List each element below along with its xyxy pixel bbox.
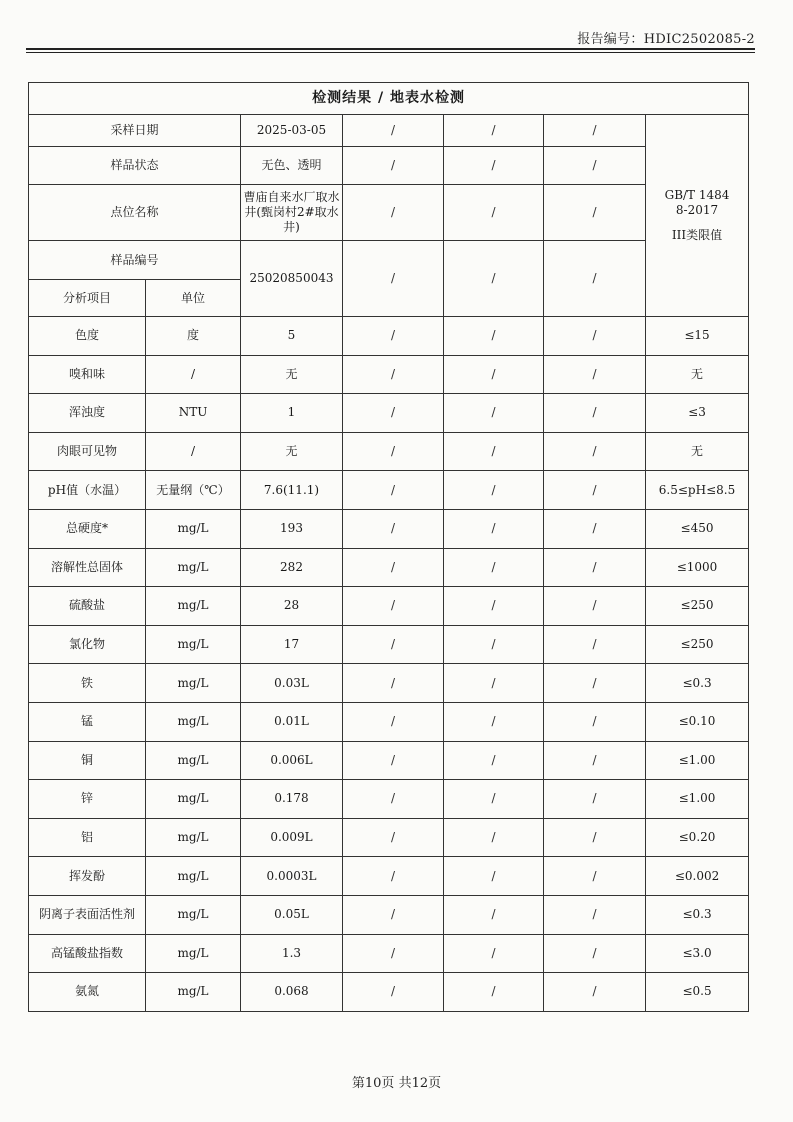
- slash-cell: /: [444, 185, 544, 241]
- value-cell: 0.03L: [241, 664, 343, 703]
- meta-row-sampling-date: [29, 115, 749, 147]
- label-sample-no: 样品编号: [29, 241, 241, 280]
- slash-cell: /: [343, 587, 444, 626]
- slash-cell: /: [444, 741, 544, 780]
- slash-cell: /: [343, 548, 444, 587]
- value-cell: 0.009L: [241, 818, 343, 857]
- table-row: [29, 471, 749, 510]
- table-row: [29, 355, 749, 394]
- slash-cell: /: [343, 432, 444, 471]
- report-number: 报告编号：HDIC2502085-2: [577, 32, 755, 47]
- slash-cell: /: [343, 471, 444, 510]
- value-sample-status: 无色、透明: [241, 147, 343, 185]
- value-cell: 5: [241, 317, 343, 356]
- page-footer: 第10页 共12页: [351, 1076, 442, 1091]
- unit-cell: mg/L: [146, 587, 241, 626]
- table-row: [29, 432, 749, 471]
- label-point-name: 点位名称: [29, 185, 241, 241]
- limit-cell: ≤0.3: [646, 895, 749, 934]
- slash-cell: /: [444, 818, 544, 857]
- unit-cell: mg/L: [146, 509, 241, 548]
- item-cell: 氯化物: [29, 625, 146, 664]
- value-cell: 0.068: [241, 973, 343, 1012]
- slash-cell: /: [544, 317, 646, 356]
- table-row: [29, 625, 749, 664]
- value-cell: 193: [241, 509, 343, 548]
- slash-cell: /: [544, 471, 646, 510]
- results-table: [28, 82, 749, 1012]
- slash-cell: /: [343, 625, 444, 664]
- unit-cell: 无量纲（℃）: [146, 471, 241, 510]
- value-sampling-date: 2025-03-05: [241, 115, 343, 147]
- slash-cell: /: [444, 973, 544, 1012]
- header-rule-thin: [26, 52, 755, 53]
- limit-cell: ≤1.00: [646, 741, 749, 780]
- slash-cell: /: [544, 895, 646, 934]
- item-cell: 肉眼可见物: [29, 432, 146, 471]
- limit-cell: ≤250: [646, 587, 749, 626]
- item-cell: 铝: [29, 818, 146, 857]
- value-cell: 无: [241, 432, 343, 471]
- table-row: [29, 934, 749, 973]
- value-cell: 1.3: [241, 934, 343, 973]
- value-sample-no: 25020850043: [241, 241, 343, 317]
- unit-cell: mg/L: [146, 934, 241, 973]
- slash-cell: /: [444, 664, 544, 703]
- header-rule: [26, 48, 755, 50]
- table-row: [29, 973, 749, 1012]
- value-cell: 0.0003L: [241, 857, 343, 896]
- table-row: [29, 780, 749, 819]
- label-sampling-date: 采样日期: [29, 115, 241, 147]
- unit-cell: mg/L: [146, 818, 241, 857]
- slash-cell: /: [343, 317, 444, 356]
- table-row: [29, 394, 749, 433]
- limit-cell: ≤1000: [646, 548, 749, 587]
- unit-cell: mg/L: [146, 857, 241, 896]
- unit-cell: mg/L: [146, 548, 241, 587]
- slash-cell: /: [444, 780, 544, 819]
- slash-cell: /: [444, 548, 544, 587]
- slash-cell: /: [343, 147, 444, 185]
- slash-cell: /: [444, 895, 544, 934]
- limit-cell: ≤3.0: [646, 934, 749, 973]
- slash-cell: /: [343, 394, 444, 433]
- unit-cell: /: [146, 355, 241, 394]
- value-cell: 0.178: [241, 780, 343, 819]
- meta-row-sample-no: [29, 241, 749, 280]
- slash-cell: /: [544, 509, 646, 548]
- meta-row-point-name: [29, 185, 749, 241]
- limit-cell: ≤0.5: [646, 973, 749, 1012]
- slash-cell: /: [343, 895, 444, 934]
- slash-cell: /: [343, 780, 444, 819]
- slash-cell: /: [544, 780, 646, 819]
- item-cell: 浑浊度: [29, 394, 146, 433]
- slash-cell: /: [444, 587, 544, 626]
- slash-cell: /: [444, 147, 544, 185]
- limit-cell: ≤450: [646, 509, 749, 548]
- unit-cell: mg/L: [146, 702, 241, 741]
- table-row: [29, 664, 749, 703]
- item-cell: 嗅和味: [29, 355, 146, 394]
- slash-cell: /: [544, 185, 646, 241]
- table-row: [29, 895, 749, 934]
- slash-cell: /: [544, 355, 646, 394]
- slash-cell: /: [544, 664, 646, 703]
- slash-cell: /: [444, 471, 544, 510]
- unit-cell: mg/L: [146, 780, 241, 819]
- slash-cell: /: [544, 934, 646, 973]
- slash-cell: /: [544, 818, 646, 857]
- slash-cell: /: [444, 394, 544, 433]
- slash-cell: /: [343, 509, 444, 548]
- slash-cell: /: [343, 702, 444, 741]
- slash-cell: /: [544, 394, 646, 433]
- value-cell: 282: [241, 548, 343, 587]
- limit-cell: ≤15: [646, 317, 749, 356]
- standard-header: [646, 115, 749, 317]
- item-cell: 高锰酸盐指数: [29, 934, 146, 973]
- slash-cell: /: [544, 115, 646, 147]
- slash-cell: /: [343, 857, 444, 896]
- table-row: [29, 548, 749, 587]
- slash-cell: /: [444, 857, 544, 896]
- slash-cell: /: [544, 702, 646, 741]
- limit-cell: ≤3: [646, 394, 749, 433]
- standard-class: III类限值: [671, 228, 723, 242]
- limit-cell: 无: [646, 355, 749, 394]
- item-cell: 铁: [29, 664, 146, 703]
- value-cell: 28: [241, 587, 343, 626]
- limit-cell: ≤0.002: [646, 857, 749, 896]
- table-row: [29, 818, 749, 857]
- slash-cell: /: [444, 625, 544, 664]
- unit-cell: /: [146, 432, 241, 471]
- value-cell: 1: [241, 394, 343, 433]
- item-cell: 挥发酚: [29, 857, 146, 896]
- slash-cell: /: [343, 741, 444, 780]
- slash-cell: /: [544, 548, 646, 587]
- table-row: [29, 317, 749, 356]
- limit-cell: 6.5≤pH≤8.5: [646, 471, 749, 510]
- unit-cell: mg/L: [146, 664, 241, 703]
- item-cell: 铜: [29, 741, 146, 780]
- slash-cell: /: [343, 241, 444, 317]
- slash-cell: /: [444, 432, 544, 471]
- slash-cell: /: [544, 587, 646, 626]
- item-cell: 氨氮: [29, 973, 146, 1012]
- unit-cell: NTU: [146, 394, 241, 433]
- table-title-row: [29, 83, 749, 115]
- label-sample-status: 样品状态: [29, 147, 241, 185]
- slash-cell: /: [444, 317, 544, 356]
- unit-cell: mg/L: [146, 973, 241, 1012]
- slash-cell: /: [544, 857, 646, 896]
- table-row: [29, 587, 749, 626]
- value-cell: 0.006L: [241, 741, 343, 780]
- slash-cell: /: [343, 664, 444, 703]
- slash-cell: /: [544, 625, 646, 664]
- unit-cell: mg/L: [146, 741, 241, 780]
- item-cell: 锌: [29, 780, 146, 819]
- slash-cell: /: [343, 355, 444, 394]
- unit-cell: mg/L: [146, 625, 241, 664]
- item-cell: 溶解性总固体: [29, 548, 146, 587]
- value-cell: 17: [241, 625, 343, 664]
- label-unit: 单位: [146, 280, 241, 317]
- unit-cell: mg/L: [146, 895, 241, 934]
- value-cell: 0.05L: [241, 895, 343, 934]
- table-row: [29, 702, 749, 741]
- item-cell: 锰: [29, 702, 146, 741]
- slash-cell: /: [544, 741, 646, 780]
- slash-cell: /: [444, 355, 544, 394]
- value-point-name: 曹庙自来水厂取水井(甄岗村2#取水井): [241, 185, 343, 241]
- value-cell: 0.01L: [241, 702, 343, 741]
- slash-cell: /: [343, 973, 444, 1012]
- limit-cell: 无: [646, 432, 749, 471]
- slash-cell: /: [444, 509, 544, 548]
- slash-cell: /: [343, 818, 444, 857]
- meta-row-sample-status: [29, 147, 749, 185]
- value-cell: 7.6(11.1): [241, 471, 343, 510]
- value-cell: 无: [241, 355, 343, 394]
- item-cell: pH值（水温）: [29, 471, 146, 510]
- slash-cell: /: [444, 934, 544, 973]
- limit-cell: ≤0.3: [646, 664, 749, 703]
- slash-cell: /: [444, 241, 544, 317]
- slash-cell: /: [343, 115, 444, 147]
- limit-cell: ≤0.20: [646, 818, 749, 857]
- slash-cell: /: [444, 702, 544, 741]
- item-cell: 阴离子表面活性剂: [29, 895, 146, 934]
- slash-cell: /: [343, 934, 444, 973]
- slash-cell: /: [444, 115, 544, 147]
- slash-cell: /: [544, 973, 646, 1012]
- limit-cell: ≤250: [646, 625, 749, 664]
- slash-cell: /: [544, 432, 646, 471]
- slash-cell: /: [544, 147, 646, 185]
- table-title: 检测结果 / 地表水检测: [29, 83, 749, 115]
- standard-code: GB/T 14848-2017: [664, 188, 730, 217]
- table-row: [29, 857, 749, 896]
- slash-cell: /: [343, 185, 444, 241]
- limit-cell: ≤0.10: [646, 702, 749, 741]
- item-cell: 硫酸盐: [29, 587, 146, 626]
- label-analysis-item: 分析项目: [29, 280, 146, 317]
- item-cell: 色度: [29, 317, 146, 356]
- item-cell: 总硬度*: [29, 509, 146, 548]
- slash-cell: /: [544, 241, 646, 317]
- limit-cell: ≤1.00: [646, 780, 749, 819]
- table-row: [29, 741, 749, 780]
- unit-cell: 度: [146, 317, 241, 356]
- table-row: [29, 509, 749, 548]
